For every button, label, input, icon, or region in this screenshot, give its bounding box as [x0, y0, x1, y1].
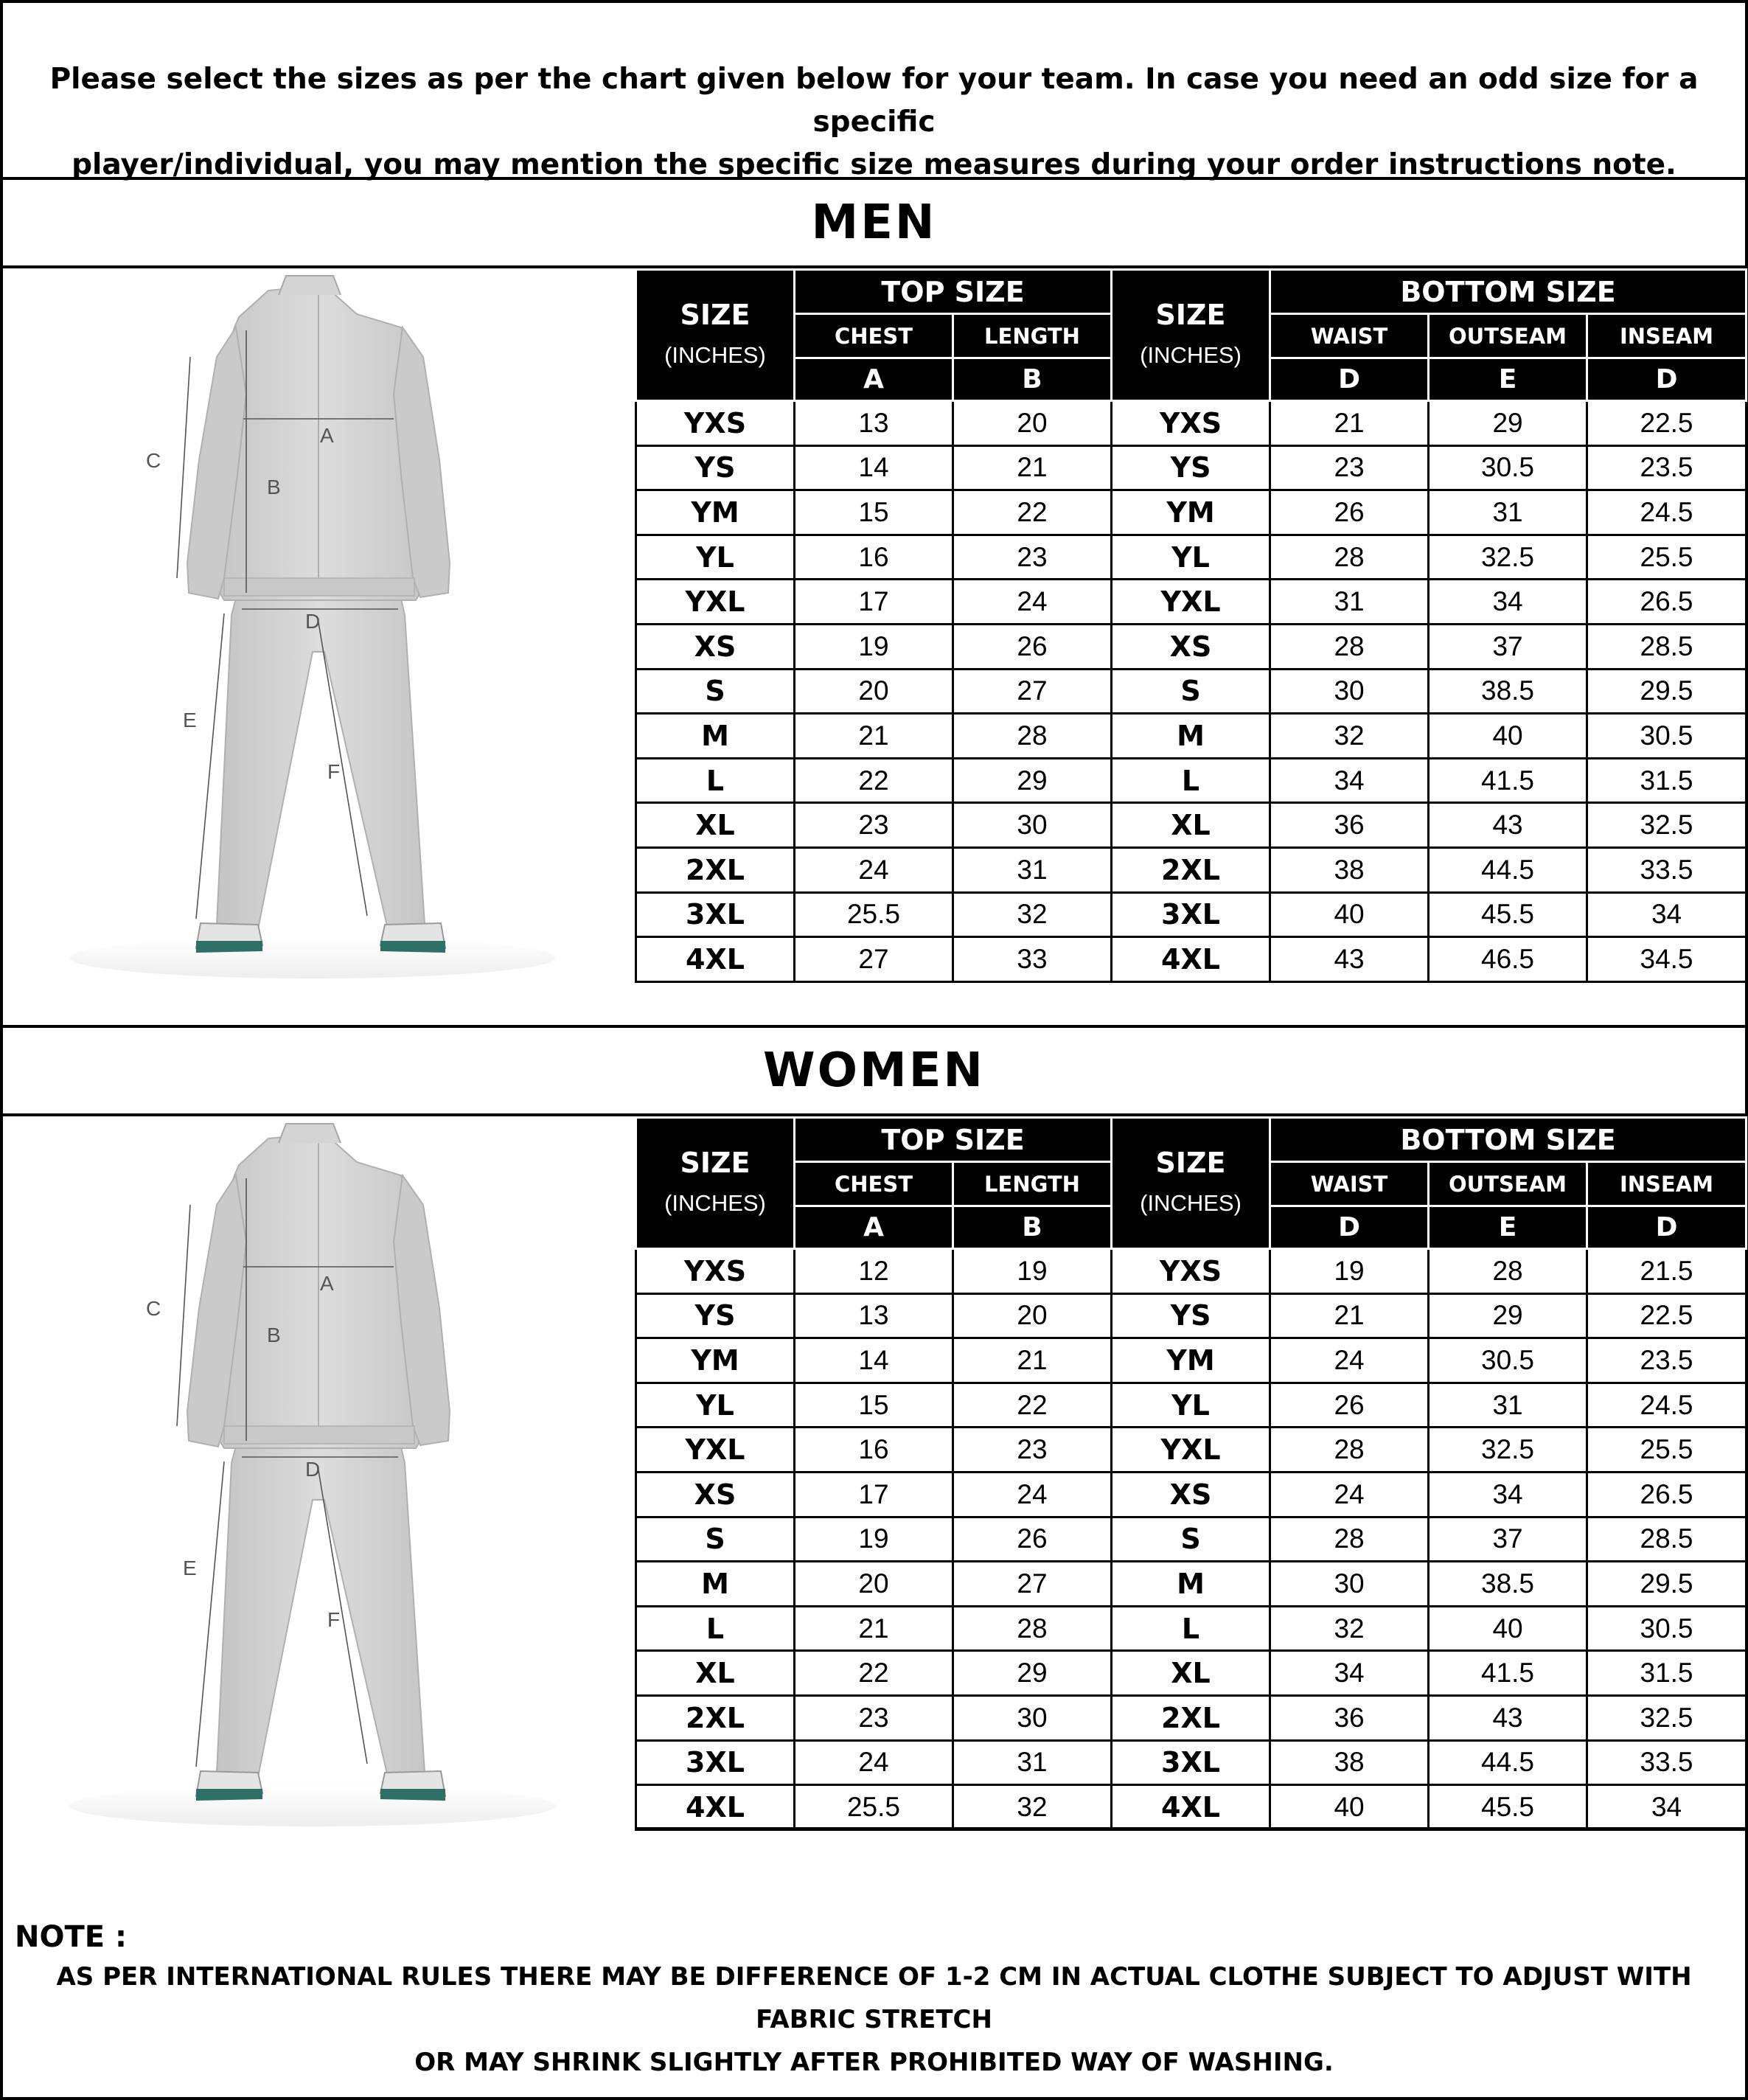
- measure-cell: 22.5: [1587, 1293, 1747, 1338]
- size-label-cell: XS: [1112, 624, 1270, 669]
- table-row: [636, 490, 1747, 535]
- measure-cell: 21: [795, 1606, 953, 1651]
- size-label-cell: 2XL: [636, 1695, 795, 1740]
- measure-cell: 24: [1270, 1472, 1429, 1517]
- measure-cell: 34: [1587, 892, 1747, 937]
- size-label-cell: YS: [636, 1293, 795, 1338]
- size-label-cell: 4XL: [636, 937, 795, 982]
- note-line-1: AS PER INTERNATIONAL RULES THERE MAY BE DIFFERENCE OF 1-2 CM IN ACTUAL CLOTHE SUBJECT TO ADJUST WITH FABRIC STRETCH: [56, 1962, 1692, 2034]
- measure-cell: 26: [1270, 1383, 1429, 1428]
- measure-cell: 13: [795, 1293, 953, 1338]
- label-d: D: [305, 610, 321, 633]
- women-tracksuit-figure: [3, 1116, 635, 1830]
- measure-cell: 31: [1429, 490, 1587, 535]
- measure-cell: 40: [1270, 892, 1429, 937]
- measure-cell: 28.5: [1587, 624, 1747, 669]
- table-row: [636, 580, 1747, 625]
- size-label-cell: 3XL: [636, 892, 795, 937]
- women-size-table: [635, 1116, 1747, 1831]
- measure-cell: 31: [1429, 1383, 1587, 1428]
- measure-cell: 22.5: [1587, 401, 1747, 446]
- men-title: MEN: [811, 195, 937, 250]
- size-label-cell: YL: [1112, 1383, 1270, 1428]
- table-row: [636, 1293, 1747, 1338]
- waist-header: WAIST: [1270, 1162, 1429, 1206]
- size-label-cell: XL: [636, 1651, 795, 1696]
- measure-cell: 45.5: [1429, 1785, 1587, 1830]
- table-row: [636, 847, 1747, 892]
- measure-cell: 28: [953, 714, 1112, 759]
- table-row: [636, 535, 1747, 580]
- measure-cell: 31: [1270, 580, 1429, 625]
- men-section: [3, 268, 1745, 982]
- men-heading: [3, 180, 1745, 268]
- label-a: A: [320, 1272, 334, 1295]
- measure-cell: 30.5: [1587, 1606, 1747, 1651]
- measure-cell: 41.5: [1429, 1651, 1587, 1696]
- measure-cell: 30: [953, 1695, 1112, 1740]
- size-label-cell: YXS: [636, 401, 795, 446]
- size-label-cell: S: [636, 1517, 795, 1562]
- measure-cell: 25.5: [795, 892, 953, 937]
- size-label-cell: 4XL: [1112, 937, 1270, 982]
- measure-cell: 33.5: [1587, 1740, 1747, 1785]
- measure-cell: 43: [1429, 1695, 1587, 1740]
- measure-cell: 24: [953, 1472, 1112, 1517]
- measure-cell: 30: [1270, 669, 1429, 714]
- women-title: WOMEN: [763, 1043, 985, 1098]
- size-label-cell: 3XL: [636, 1740, 795, 1785]
- size-label-cell: XL: [1112, 1651, 1270, 1696]
- measure-cell: 16: [795, 535, 953, 580]
- measure-cell: 28: [1270, 1517, 1429, 1562]
- intro-line-1: Please select the sizes as per the chart given below for your team. In case you need an odd size for a specific: [49, 63, 1699, 139]
- measure-cell: 27: [953, 1562, 1112, 1607]
- measure-cell: 22: [953, 1383, 1112, 1428]
- measure-cell: 20: [953, 1293, 1112, 1338]
- measure-cell: 25.5: [1587, 1428, 1747, 1473]
- table-row: [636, 445, 1747, 490]
- size-label-cell: YXL: [1112, 1428, 1270, 1473]
- size-label-cell: L: [636, 1606, 795, 1651]
- measure-cell: 21: [1270, 1293, 1429, 1338]
- label-f: F: [327, 1608, 341, 1631]
- measure-letter-header: D: [1587, 1206, 1747, 1249]
- measure-cell: 20: [795, 669, 953, 714]
- size-label-cell: M: [636, 1562, 795, 1607]
- length-header: LENGTH: [953, 314, 1112, 358]
- measure-letter-header: D: [1270, 1206, 1429, 1249]
- measure-cell: 34.5: [1587, 937, 1747, 982]
- table-row: [636, 758, 1747, 803]
- size-label-cell: YL: [636, 535, 795, 580]
- men-tracksuit-figure: [3, 268, 635, 982]
- measure-cell: 34: [1587, 1785, 1747, 1830]
- measure-cell: 36: [1270, 1695, 1429, 1740]
- measure-cell: 40: [1429, 714, 1587, 759]
- label-e: E: [183, 709, 197, 731]
- measure-cell: 21.5: [1587, 1249, 1747, 1294]
- size-label-cell: YS: [1112, 1293, 1270, 1338]
- size-header: SIZE (INCHES): [636, 270, 795, 401]
- measure-cell: 36: [1270, 803, 1429, 848]
- table-row: [636, 1740, 1747, 1785]
- measure-cell: 29.5: [1587, 1562, 1747, 1607]
- intro-text: [3, 3, 1745, 180]
- size-label-cell: 2XL: [1112, 847, 1270, 892]
- men-size-table: [635, 268, 1747, 983]
- table-row: [636, 1785, 1747, 1830]
- measure-cell: 38: [1270, 847, 1429, 892]
- note-text: [18, 1955, 1730, 2084]
- table-row: [636, 669, 1747, 714]
- label-c: C: [146, 449, 161, 472]
- table-row: [636, 1428, 1747, 1473]
- measure-cell: 28: [953, 1606, 1112, 1651]
- measure-cell: 23: [795, 1695, 953, 1740]
- measure-cell: 29: [1429, 1293, 1587, 1338]
- size-label-cell: XS: [636, 624, 795, 669]
- inseam-header: INSEAM: [1587, 314, 1747, 358]
- measure-cell: 43: [1270, 937, 1429, 982]
- measure-cell: 19: [1270, 1249, 1429, 1294]
- outseam-header: OUTSEAM: [1429, 314, 1587, 358]
- measure-cell: 41.5: [1429, 758, 1587, 803]
- size-label-cell: YM: [636, 490, 795, 535]
- table-row: [636, 1517, 1747, 1562]
- table-row: [636, 1383, 1747, 1428]
- chest-header: CHEST: [795, 1162, 953, 1206]
- measure-letter-header: B: [953, 1206, 1112, 1249]
- label-f: F: [327, 760, 341, 783]
- measure-cell: 43: [1429, 803, 1587, 848]
- size-label-cell: 2XL: [1112, 1695, 1270, 1740]
- measure-cell: 19: [795, 1517, 953, 1562]
- measure-cell: 16: [795, 1428, 953, 1473]
- size-label-cell: YL: [636, 1383, 795, 1428]
- measure-cell: 33.5: [1587, 847, 1747, 892]
- measure-cell: 25.5: [1587, 535, 1747, 580]
- measure-cell: 27: [795, 937, 953, 982]
- chest-header: CHEST: [795, 314, 953, 358]
- table-row: [636, 1562, 1747, 1607]
- measure-cell: 24.5: [1587, 490, 1747, 535]
- table-row: [636, 401, 1747, 446]
- size-label-cell: YM: [636, 1338, 795, 1383]
- table-row: [636, 892, 1747, 937]
- measure-letter-header: A: [795, 1206, 953, 1249]
- size-label-cell: S: [1112, 669, 1270, 714]
- measure-cell: 45.5: [1429, 892, 1587, 937]
- measure-cell: 14: [795, 1338, 953, 1383]
- measure-cell: 30.5: [1429, 1338, 1587, 1383]
- size-label-cell: YXL: [636, 1428, 795, 1473]
- table-row: [636, 1249, 1747, 1294]
- measure-cell: 22: [953, 490, 1112, 535]
- measure-cell: 24: [953, 580, 1112, 625]
- note-line-2: OR MAY SHRINK SLIGHTLY AFTER PROHIBITED WAY OF WASHING.: [414, 2048, 1334, 2077]
- measure-cell: 29: [953, 1651, 1112, 1696]
- measure-cell: 17: [795, 580, 953, 625]
- measure-cell: 40: [1429, 1606, 1587, 1651]
- measure-cell: 31.5: [1587, 758, 1747, 803]
- waist-header: WAIST: [1270, 314, 1429, 358]
- measure-cell: 30.5: [1429, 445, 1587, 490]
- measure-cell: 26: [1270, 490, 1429, 535]
- women-heading: [3, 1028, 1745, 1116]
- measure-letter-header: D: [1587, 358, 1747, 401]
- measure-cell: 32: [953, 1785, 1112, 1830]
- measure-cell: 37: [1429, 1517, 1587, 1562]
- table-row: [636, 1472, 1747, 1517]
- measure-cell: 13: [795, 401, 953, 446]
- measure-cell: 30: [953, 803, 1112, 848]
- inseam-header: INSEAM: [1587, 1162, 1747, 1206]
- size-label-cell: M: [636, 714, 795, 759]
- size-label-cell: XS: [1112, 1472, 1270, 1517]
- measure-letter-header: E: [1429, 358, 1587, 401]
- measure-cell: 32: [1270, 1606, 1429, 1651]
- measure-cell: 29.5: [1587, 669, 1747, 714]
- size-label-cell: M: [1112, 1562, 1270, 1607]
- size-label-cell: YM: [1112, 490, 1270, 535]
- measure-cell: 32: [1270, 714, 1429, 759]
- bottom-size-header: BOTTOM SIZE: [1270, 1118, 1747, 1162]
- measure-cell: 30: [1270, 1562, 1429, 1607]
- measure-cell: 28: [1270, 624, 1429, 669]
- table-row: [636, 1651, 1747, 1696]
- measure-cell: 31.5: [1587, 1651, 1747, 1696]
- measure-cell: 17: [795, 1472, 953, 1517]
- measure-cell: 46.5: [1429, 937, 1587, 982]
- measure-cell: 24: [1270, 1338, 1429, 1383]
- measure-cell: 34: [1270, 758, 1429, 803]
- size-label-cell: YM: [1112, 1338, 1270, 1383]
- section-divider: [3, 982, 1745, 1028]
- size-label-cell: XS: [636, 1472, 795, 1517]
- bottom-size-header: BOTTOM SIZE: [1270, 270, 1747, 314]
- measure-cell: 28: [1270, 535, 1429, 580]
- measure-cell: 31: [953, 847, 1112, 892]
- measure-cell: 31: [953, 1740, 1112, 1785]
- size-label-cell: M: [1112, 714, 1270, 759]
- measure-cell: 23.5: [1587, 445, 1747, 490]
- measure-cell: 26: [953, 1517, 1112, 1562]
- measure-cell: 34: [1270, 1651, 1429, 1696]
- measure-cell: 29: [1429, 401, 1587, 446]
- measure-cell: 30.5: [1587, 714, 1747, 759]
- size-label-cell: YXL: [1112, 580, 1270, 625]
- measure-cell: 23.5: [1587, 1338, 1747, 1383]
- measure-cell: 19: [953, 1249, 1112, 1294]
- measure-cell: 26.5: [1587, 580, 1747, 625]
- measure-cell: 44.5: [1429, 847, 1587, 892]
- measure-cell: 32.5: [1429, 535, 1587, 580]
- measure-cell: 25.5: [795, 1785, 953, 1830]
- measure-cell: 23: [953, 535, 1112, 580]
- measure-cell: 44.5: [1429, 1740, 1587, 1785]
- label-d: D: [305, 1458, 321, 1481]
- measure-cell: 20: [795, 1562, 953, 1607]
- measure-cell: 12: [795, 1249, 953, 1294]
- top-size-header: TOP SIZE: [795, 270, 1112, 314]
- size-label-cell: L: [1112, 758, 1270, 803]
- measure-cell: 21: [953, 1338, 1112, 1383]
- measure-letter-header: E: [1429, 1206, 1587, 1249]
- size-label-cell: 2XL: [636, 847, 795, 892]
- measure-cell: 21: [953, 445, 1112, 490]
- measure-cell: 28: [1429, 1249, 1587, 1294]
- measure-cell: 40: [1270, 1785, 1429, 1830]
- measure-cell: 19: [795, 624, 953, 669]
- measure-cell: 15: [795, 1383, 953, 1428]
- measure-letter-header: A: [795, 358, 953, 401]
- label-a: A: [320, 424, 334, 447]
- label-c: C: [146, 1297, 161, 1320]
- size-label-cell: XL: [1112, 803, 1270, 848]
- label-b: B: [267, 1324, 281, 1346]
- table-row: [636, 1606, 1747, 1651]
- size-label-cell: 4XL: [636, 1785, 795, 1830]
- size-label-cell: YXS: [1112, 1249, 1270, 1294]
- label-b: B: [267, 476, 281, 498]
- measure-cell: 38.5: [1429, 1562, 1587, 1607]
- measure-cell: 21: [1270, 401, 1429, 446]
- table-row: [636, 1338, 1747, 1383]
- size-label-cell: YS: [636, 445, 795, 490]
- measure-cell: 33: [953, 937, 1112, 982]
- intro-line-2: player/individual, you may mention the specific size measures during your order instructions note.: [72, 148, 1676, 181]
- size-label-cell: L: [1112, 1606, 1270, 1651]
- measure-cell: 34: [1429, 580, 1587, 625]
- measure-cell: 24: [795, 1740, 953, 1785]
- size-header: SIZE (INCHES): [1112, 1118, 1270, 1249]
- size-label-cell: L: [636, 758, 795, 803]
- measure-cell: 28.5: [1587, 1517, 1747, 1562]
- size-header: SIZE (INCHES): [636, 1118, 795, 1249]
- table-row: [636, 624, 1747, 669]
- measure-cell: 32.5: [1429, 1428, 1587, 1473]
- size-label-cell: S: [1112, 1517, 1270, 1562]
- top-size-header: TOP SIZE: [795, 1118, 1112, 1162]
- measure-cell: 34: [1429, 1472, 1587, 1517]
- note-title: NOTE :: [15, 1920, 128, 1954]
- length-header: LENGTH: [953, 1162, 1112, 1206]
- measure-cell: 14: [795, 445, 953, 490]
- table-row: [636, 803, 1747, 848]
- measure-cell: 32.5: [1587, 803, 1747, 848]
- table-row: [636, 1695, 1747, 1740]
- measure-cell: 24.5: [1587, 1383, 1747, 1428]
- measure-cell: 26: [953, 624, 1112, 669]
- women-section: [3, 1116, 1745, 1830]
- size-label-cell: 3XL: [1112, 1740, 1270, 1785]
- size-label-cell: 3XL: [1112, 892, 1270, 937]
- size-label-cell: 4XL: [1112, 1785, 1270, 1830]
- measure-cell: 23: [1270, 445, 1429, 490]
- size-label-cell: YXL: [636, 580, 795, 625]
- size-label-cell: YL: [1112, 535, 1270, 580]
- size-header: SIZE (INCHES): [1112, 270, 1270, 401]
- measure-cell: 15: [795, 490, 953, 535]
- measure-cell: 23: [953, 1428, 1112, 1473]
- table-row: [636, 937, 1747, 982]
- measure-cell: 32: [953, 892, 1112, 937]
- measure-cell: 38: [1270, 1740, 1429, 1785]
- note-section: [3, 1832, 1745, 2097]
- label-e: E: [183, 1557, 197, 1579]
- size-label-cell: YS: [1112, 445, 1270, 490]
- measure-cell: 21: [795, 714, 953, 759]
- outseam-header: OUTSEAM: [1429, 1162, 1587, 1206]
- measure-cell: 24: [795, 847, 953, 892]
- measure-cell: 32.5: [1587, 1695, 1747, 1740]
- size-label-cell: YXS: [1112, 401, 1270, 446]
- measure-letter-header: D: [1270, 358, 1429, 401]
- table-row: [636, 714, 1747, 759]
- measure-cell: 29: [953, 758, 1112, 803]
- measure-letter-header: B: [953, 358, 1112, 401]
- measure-cell: 22: [795, 1651, 953, 1696]
- size-label-cell: YXS: [636, 1249, 795, 1294]
- size-label-cell: XL: [636, 803, 795, 848]
- measure-cell: 27: [953, 669, 1112, 714]
- measure-cell: 23: [795, 803, 953, 848]
- size-label-cell: S: [636, 669, 795, 714]
- measure-cell: 20: [953, 401, 1112, 446]
- measure-cell: 22: [795, 758, 953, 803]
- measure-cell: 38.5: [1429, 669, 1587, 714]
- measure-cell: 26.5: [1587, 1472, 1747, 1517]
- measure-cell: 28: [1270, 1428, 1429, 1473]
- measure-cell: 37: [1429, 624, 1587, 669]
